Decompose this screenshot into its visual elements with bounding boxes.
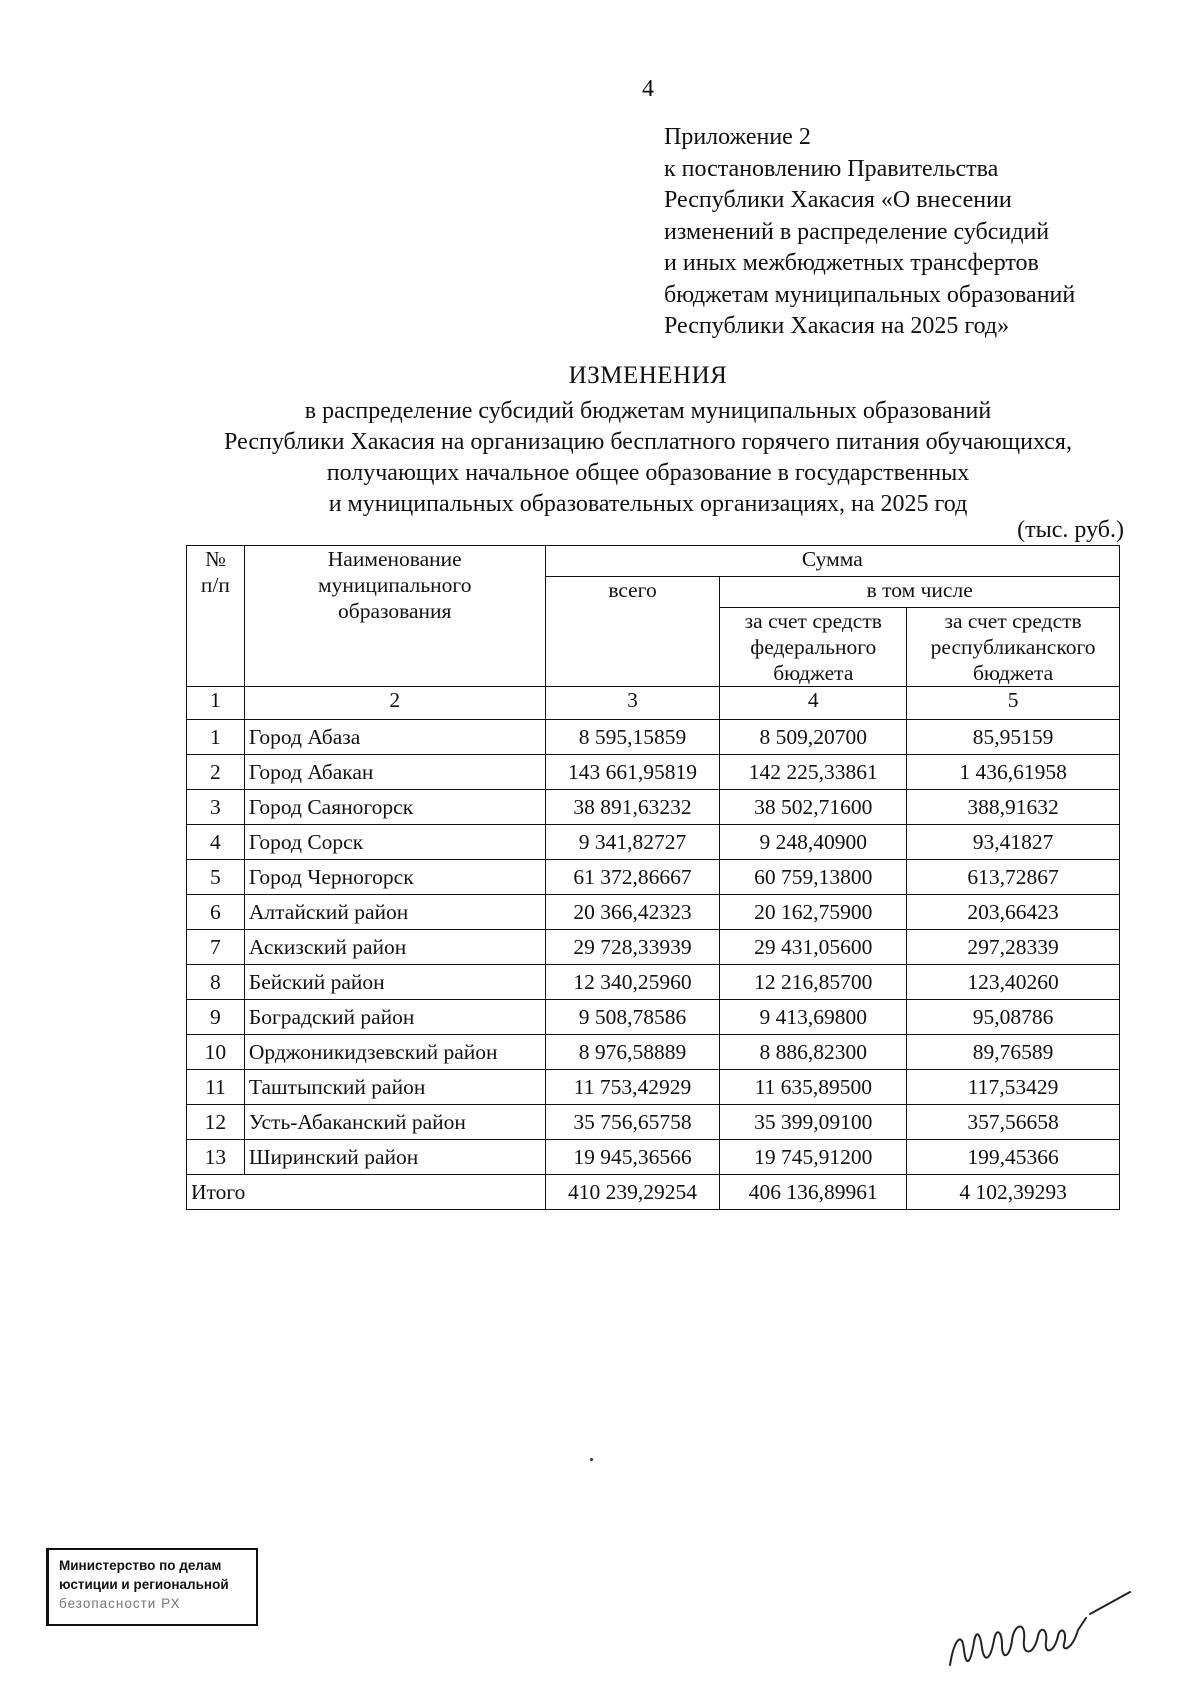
row-total: 9 341,82727 [545, 825, 720, 860]
table-row [187, 755, 1120, 790]
table-row [187, 1000, 1120, 1035]
row-total: 61 372,86667 [545, 860, 720, 895]
stamp-line: Министерство по делам [59, 1558, 222, 1573]
row-federal: 12 216,85700 [720, 965, 907, 1000]
row-federal: 35 399,09100 [720, 1105, 907, 1140]
subtitle-line: Республики Хакасия на организацию бесплатного горячего питания обучающихся, [224, 429, 1072, 455]
row-federal: 142 225,33861 [720, 755, 907, 790]
row-name: Город Абаза [244, 720, 545, 755]
row-total: 11 753,42929 [545, 1070, 720, 1105]
row-republican: 613,72867 [907, 860, 1120, 895]
table-row [187, 860, 1120, 895]
totals-total: 410 239,29254 [545, 1175, 720, 1210]
row-republican: 388,91632 [907, 790, 1120, 825]
appendix-line: изменений в распределение субсидий [664, 218, 1050, 245]
row-republican: 1 436,61958 [907, 755, 1120, 790]
totals-row [187, 1175, 1120, 1210]
scan-speck [590, 1458, 593, 1461]
header-name [244, 546, 545, 687]
row-total: 9 508,78586 [545, 1000, 720, 1035]
table-row [187, 1105, 1120, 1140]
row-total: 12 340,25960 [545, 965, 720, 1000]
row-total: 8 976,58889 [545, 1035, 720, 1070]
row-total: 38 891,63232 [545, 790, 720, 825]
subtitle-line: в распределение субсидий бюджетам муниципальных образований [304, 398, 992, 424]
row-number: 5 [187, 860, 245, 895]
table-row [187, 895, 1120, 930]
row-name: Город Саяногорск [244, 790, 545, 825]
row-republican: 117,53429 [907, 1070, 1120, 1105]
header-including: в том числе [720, 577, 1120, 608]
appendix-line: Республики Хакасия на 2025 год» [664, 313, 1010, 339]
appendix-line: Приложение 2 [664, 124, 811, 150]
column-index: 3 [545, 687, 720, 720]
table-row [187, 965, 1120, 1000]
row-republican: 93,41827 [907, 825, 1120, 860]
row-federal: 19 745,91200 [720, 1140, 907, 1175]
totals-label: Итого [187, 1175, 546, 1210]
row-federal: 60 759,13800 [720, 860, 907, 895]
header-number-text: № п/п [200, 547, 230, 597]
row-republican: 123,40260 [907, 965, 1120, 1000]
page-number: 4 [642, 76, 654, 102]
row-republican: 85,95159 [907, 720, 1120, 755]
row-name: Ширинский район [244, 1140, 545, 1175]
header-sum: Сумма [545, 546, 1119, 577]
column-index: 4 [720, 687, 907, 720]
column-index: 5 [907, 687, 1120, 720]
row-number: 11 [187, 1070, 245, 1105]
ministry-stamp [46, 1548, 258, 1626]
row-name: Таштыпский район [244, 1070, 545, 1105]
header-total: всего [545, 577, 720, 687]
row-federal: 8 886,82300 [720, 1035, 907, 1070]
column-index: 1 [187, 687, 245, 720]
row-federal: 9 413,69800 [720, 1000, 907, 1035]
subsidy-table [186, 545, 1120, 1210]
row-republican: 203,66423 [907, 895, 1120, 930]
row-republican: 95,08786 [907, 1000, 1120, 1035]
table-row [187, 825, 1120, 860]
row-name: Боградский район [244, 1000, 545, 1035]
header-republican-text: за счет средств республиканского бюджета [930, 609, 1096, 685]
totals-federal: 406 136,89961 [720, 1175, 907, 1210]
row-number: 8 [187, 965, 245, 1000]
row-federal: 9 248,40900 [720, 825, 907, 860]
row-name: Бейский район [244, 965, 545, 1000]
row-name: Алтайский район [244, 895, 545, 930]
subtitle-line: и муниципальных образовательных организациях, на 2025 год [328, 491, 968, 517]
row-number: 6 [187, 895, 245, 930]
table-row [187, 790, 1120, 825]
header-federal [720, 608, 907, 687]
header-federal-text: за счет средств федерального бюджета [744, 609, 882, 685]
header-name-text: Наименование муниципального образования [318, 547, 472, 623]
row-number: 9 [187, 1000, 245, 1035]
row-republican: 89,76589 [907, 1035, 1120, 1070]
table-row [187, 1070, 1120, 1105]
row-number: 1 [187, 720, 245, 755]
row-number: 10 [187, 1035, 245, 1070]
row-name: Город Абакан [244, 755, 545, 790]
row-total: 143 661,95819 [545, 755, 720, 790]
row-federal: 38 502,71600 [720, 790, 907, 825]
row-total: 19 945,36566 [545, 1140, 720, 1175]
table-row [187, 1035, 1120, 1070]
row-number: 12 [187, 1105, 245, 1140]
row-name: Город Черногорск [244, 860, 545, 895]
table-row [187, 720, 1120, 755]
row-number: 4 [187, 825, 245, 860]
subtitle-line: получающих начальное общее образование в государственных [326, 460, 970, 486]
table-body [187, 720, 1120, 1210]
totals-republican: 4 102,39293 [907, 1175, 1120, 1210]
appendix-line: Республики Хакасия «О внесении [664, 187, 1012, 213]
column-index-row [187, 687, 1120, 720]
row-republican: 199,45366 [907, 1140, 1120, 1175]
appendix-line: к постановлению Правительства [664, 155, 999, 182]
table-row [187, 930, 1120, 965]
row-federal: 11 635,89500 [720, 1070, 907, 1105]
row-number: 13 [187, 1140, 245, 1175]
row-name: Аскизский район [244, 930, 545, 965]
appendix-line: бюджетам муниципальных образований [664, 281, 1076, 308]
row-total: 20 366,42323 [545, 895, 720, 930]
document-title: ИЗМЕНЕНИЯ [568, 362, 728, 389]
stamp-line: юстиции и региональной [59, 1577, 229, 1592]
header-republican [907, 608, 1120, 687]
row-name: Город Сорск [244, 825, 545, 860]
row-number: 3 [187, 790, 245, 825]
row-federal: 8 509,20700 [720, 720, 907, 755]
row-name: Усть-Абаканский район [244, 1105, 545, 1140]
column-index: 2 [244, 687, 545, 720]
row-total: 29 728,33939 [545, 930, 720, 965]
row-number: 2 [187, 755, 245, 790]
appendix-note [664, 122, 1164, 343]
row-republican: 297,28339 [907, 930, 1120, 965]
row-name: Орджоникидзевский район [244, 1035, 545, 1070]
stamp-line-faded: безопасности РХ [59, 1596, 181, 1611]
row-federal: 29 431,05600 [720, 930, 907, 965]
signature-image [940, 1570, 1140, 1680]
header-number [187, 546, 245, 687]
row-number: 7 [187, 930, 245, 965]
table-row [187, 1140, 1120, 1175]
row-total: 8 595,15859 [545, 720, 720, 755]
row-federal: 20 162,75900 [720, 895, 907, 930]
appendix-line: и иных межбюджетных трансфертов [664, 250, 1039, 276]
row-total: 35 756,65758 [545, 1105, 720, 1140]
row-republican: 357,56658 [907, 1105, 1120, 1140]
units-label: (тыс. руб.) [1017, 517, 1124, 543]
document-subtitle [0, 396, 1200, 520]
